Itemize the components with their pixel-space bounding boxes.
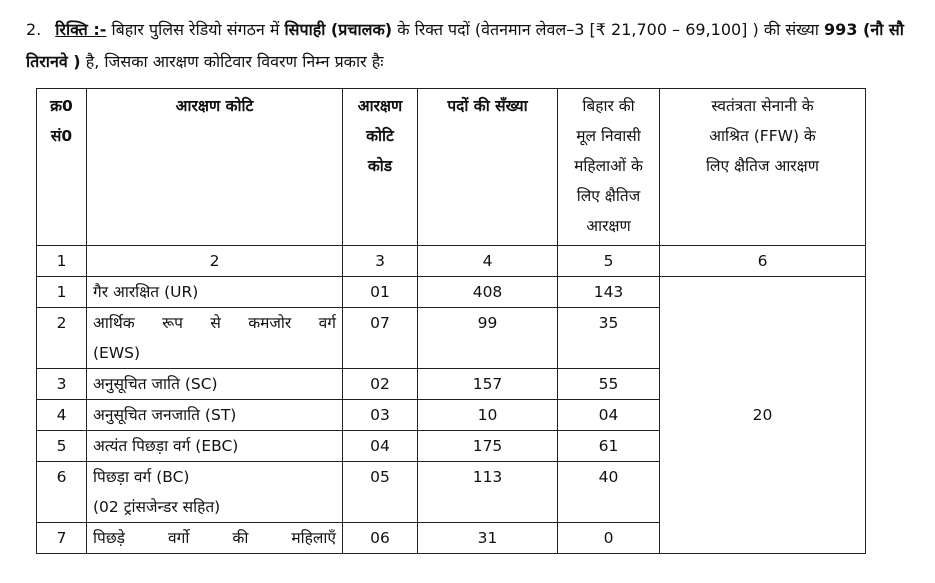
cell-code: 01 [343,277,418,308]
cell-women: 143 [558,277,660,308]
cell-sno: 4 [37,400,87,431]
cell-posts: 157 [418,369,558,400]
cell-posts: 99 [418,308,558,369]
cell-category: आर्थिक रूप से कमजोर वर्ग (EWS) [87,308,343,369]
cell-sno: 2 [37,308,87,369]
cell-posts: 175 [418,431,558,462]
cell-posts: 408 [418,277,558,308]
cell-category: गैर आरक्षित (UR) [87,277,343,308]
para-text-1: बिहार पुलिस रेडियो संगठन में [106,20,285,39]
cell-women: 0 [558,523,660,554]
column-index: 2 [87,246,343,277]
cell-posts: 31 [418,523,558,554]
table-row [37,277,866,308]
cell-category: अनुसूचित जाति (SC) [87,369,343,400]
cell-code: 03 [343,400,418,431]
header-category: आरक्षण कोटि [87,89,343,246]
cell-women: 04 [558,400,660,431]
vacancy-paragraph [26,14,906,78]
header-women-reservation: बिहार की मूल निवासी महिलाओं के लिए क्षैतिज आरक्षण [558,89,660,246]
cell-sno: 1 [37,277,87,308]
cell-posts: 10 [418,400,558,431]
header-ffw-reservation: स्वतंत्रता सेनानी के आश्रित (FFW) के लिए क्षैतिज आरक्षण [660,89,866,246]
cell-category: पिछड़े वर्गो की महिलाएँ [87,523,343,554]
cell-code: 04 [343,431,418,462]
column-index: 5 [558,246,660,277]
cell-category: अनुसूचित जनजाति (ST) [87,400,343,431]
cell-code: 02 [343,369,418,400]
cell-sno: 6 [37,462,87,523]
vacancy-count: 993 (नौ सौ तिरानवे ) [26,20,904,71]
cell-category: अत्यंत पिछड़ा वर्ग (EBC) [87,431,343,462]
cell-sno: 5 [37,431,87,462]
para-text-3: है, जिसका आरक्षण कोटिवार विवरण निम्न प्रकार हैः [80,52,384,71]
cell-ffw: 20 [660,277,866,554]
cell-category: पिछड़ा वर्ग (BC) (02 ट्रांसजेन्डर सहित) [87,462,343,523]
table-header-row [37,89,866,246]
column-index: 6 [660,246,866,277]
column-index: 1 [37,246,87,277]
cell-sno: 3 [37,369,87,400]
cell-women: 61 [558,431,660,462]
column-index-row [37,246,866,277]
cell-code: 06 [343,523,418,554]
cell-sno: 7 [37,523,87,554]
column-index: 3 [343,246,418,277]
section-heading: रिक्ति :- [55,20,107,39]
column-index: 4 [418,246,558,277]
section-number: 2. [26,20,42,39]
cell-code: 07 [343,308,418,369]
header-sno: क्र0 सं0 [37,89,87,246]
reservation-table [36,88,866,554]
header-code: आरक्षण कोटि कोड [343,89,418,246]
post-name: सिपाही (प्रचालक) [284,20,393,39]
cell-posts: 113 [418,462,558,523]
cell-code: 05 [343,462,418,523]
cell-women: 35 [558,308,660,369]
para-text-2: के रिक्त पदों (वेतनमान लेवल–3 [₹ 21,700 – 69,100] ) की संख्या [392,20,825,39]
cell-women: 55 [558,369,660,400]
header-posts: पदों की सँख्या [418,89,558,246]
cell-women: 40 [558,462,660,523]
